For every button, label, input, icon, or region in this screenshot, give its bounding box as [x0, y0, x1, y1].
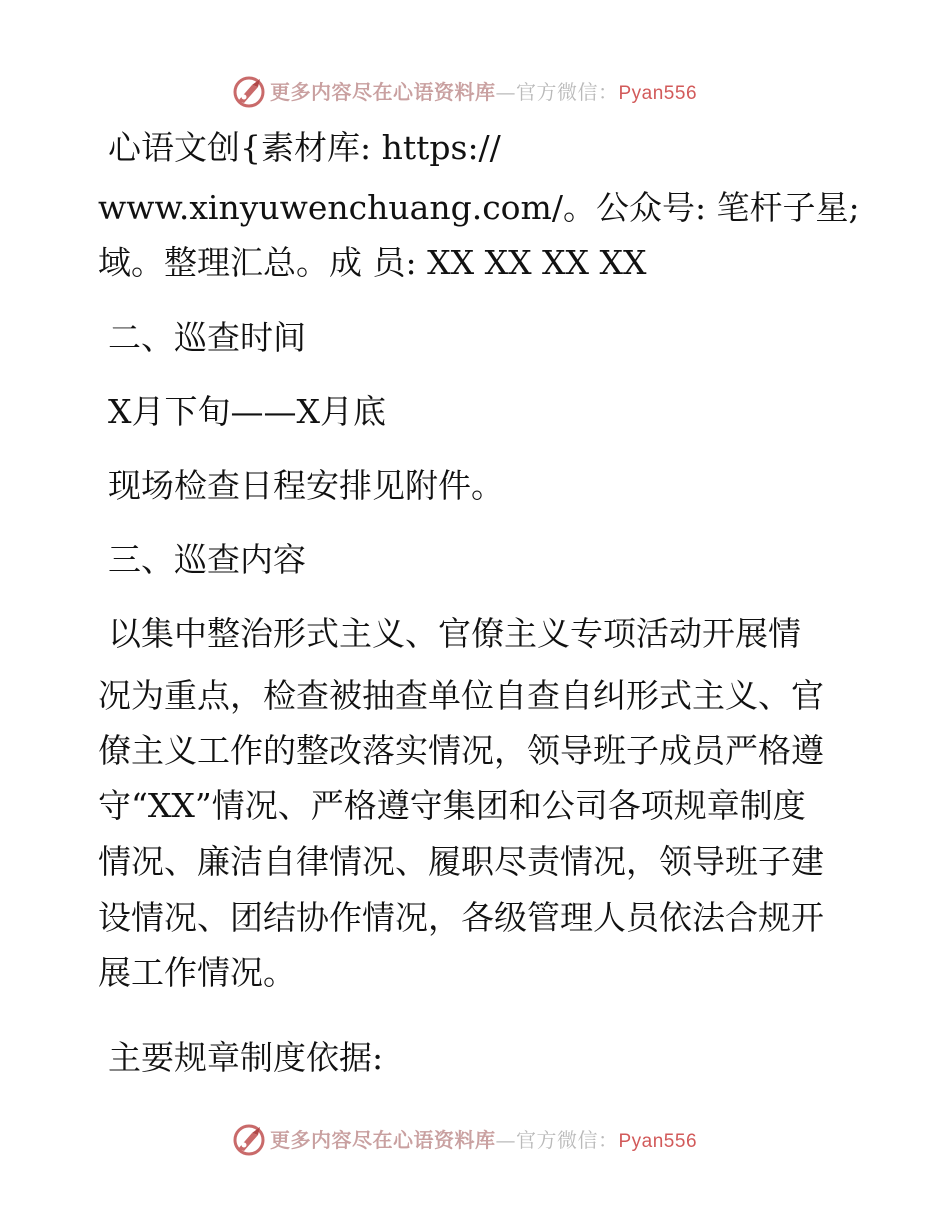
text-line: 域。整理汇总。成 员: XX XX XX XX: [98, 243, 647, 282]
paragraph-line: 以集中整治形式主义、官僚主义专项活动开展情: [108, 614, 801, 653]
paragraph-line: 展工作情况。: [98, 953, 296, 992]
paragraph-line: 僚主义工作的整改落实情况，领导班子成员严格遵: [98, 731, 824, 770]
text-line: X月下旬——X月底: [108, 392, 386, 431]
paragraph-line: 设情况、团结协作情况，各级管理人员依法合规开: [98, 898, 824, 937]
section-heading: 二、巡查时间: [108, 318, 306, 357]
header-banner: [0, 72, 950, 112]
banner-wechat-id: Pyan556: [618, 83, 698, 104]
banner-text: 更多内容尽在心语资料库: [270, 80, 496, 104]
banner-separator: —官方微信：: [495, 80, 619, 104]
footer-banner: [0, 1120, 950, 1160]
banner-text: 更多内容尽在心语资料库: [270, 1128, 496, 1152]
paragraph-line: 况为重点，检查被抽查单位自查自纠形式主义、官: [98, 676, 824, 715]
text-line: www.xinyuwenchuang.com/。公众号: 笔杆子星;: [98, 188, 860, 227]
banner-wechat-id: Pyan556: [618, 1131, 698, 1152]
section-heading: 三、巡查内容: [108, 540, 306, 579]
text-line: 现场检查日程安排见附件。: [108, 466, 504, 505]
banner-separator: —官方微信：: [495, 1128, 619, 1152]
paragraph-line: 守“XX”情况、严格遵守集团和公司各项规章制度: [98, 786, 806, 825]
text-line: 主要规章制度依据:: [108, 1038, 384, 1077]
text-line: 心语文创{素材库: https://: [108, 128, 501, 167]
paragraph-line: 情况、廉洁自律情况、履职尽责情况，领导班子建: [98, 842, 824, 881]
brand-logo-icon: [232, 1123, 266, 1157]
brand-logo-icon: [232, 75, 266, 109]
